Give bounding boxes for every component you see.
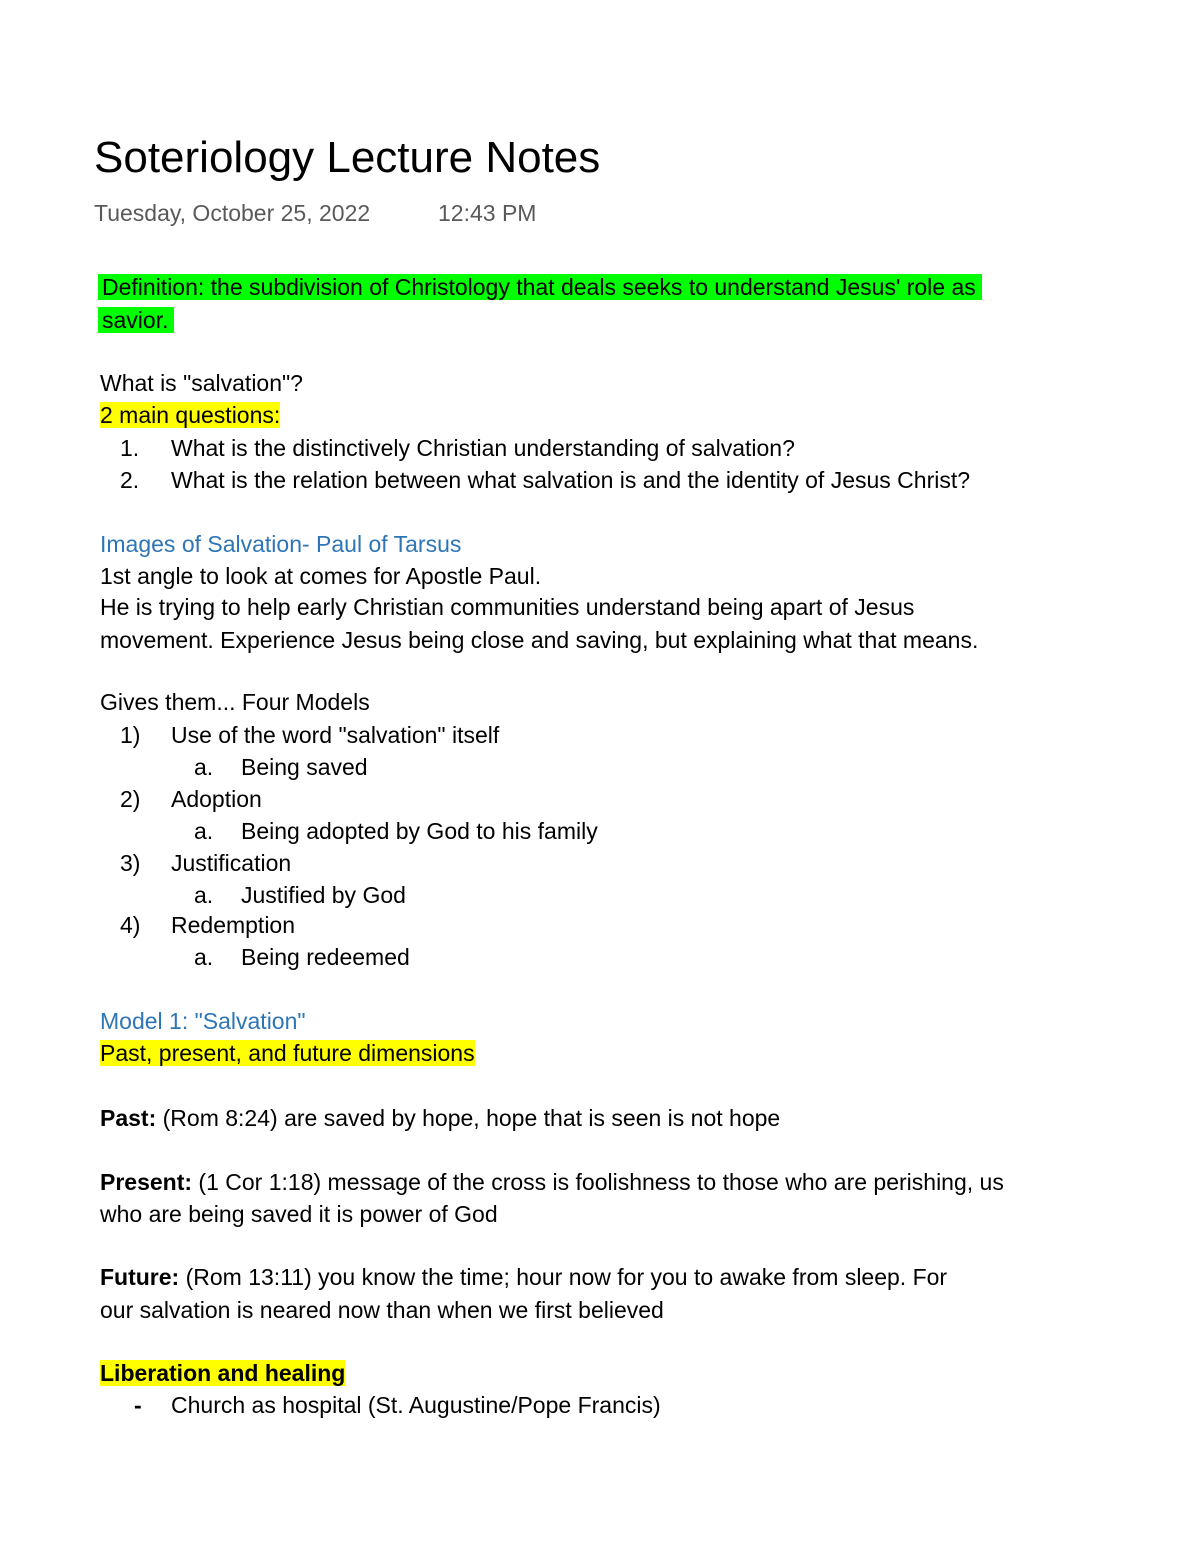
present-label: Present: bbox=[100, 1169, 193, 1195]
model-sub-marker: a. bbox=[194, 754, 214, 780]
model1-subheading-text: Past, present, and future dimensions bbox=[100, 1040, 475, 1066]
model-sub-item: Justified by God bbox=[241, 882, 406, 908]
future-text-2: our salvation is neared now than when we first believed bbox=[100, 1297, 664, 1323]
model-marker: 2) bbox=[120, 786, 141, 812]
liberation-heading bbox=[100, 1357, 345, 1389]
past-paragraph bbox=[100, 1102, 780, 1134]
models-intro: Gives them... Four Models bbox=[100, 689, 370, 715]
present-paragraph-line-1 bbox=[100, 1166, 1004, 1198]
model-sub-item: Being saved bbox=[241, 754, 368, 780]
note-time: 12:43 PM bbox=[438, 200, 537, 226]
model-marker: 1) bbox=[120, 722, 141, 748]
definition-block bbox=[98, 271, 1018, 337]
liberation-heading-text: Liberation and healing bbox=[100, 1360, 346, 1386]
present-text-2: who are being saved it is power of God bbox=[100, 1201, 498, 1227]
model-item: Redemption bbox=[171, 912, 296, 938]
model-sub-marker: a. bbox=[194, 882, 214, 908]
future-paragraph-line-1 bbox=[100, 1261, 947, 1293]
future-label: Future: bbox=[100, 1264, 180, 1290]
question-item: What is the relation between what salvation is and the identity of Jesus Christ? bbox=[171, 467, 971, 493]
model-sub-marker: a. bbox=[194, 944, 214, 970]
section-heading-model1: Model 1: "Salvation" bbox=[100, 1008, 306, 1034]
future-text-1: (Rom 13:11) you know the time; hour now for you to awake from sleep. For bbox=[179, 1264, 948, 1290]
main-questions-heading-text: 2 main questions: bbox=[100, 402, 281, 428]
section1-line-1: 1st angle to look at comes for Apostle Paul. bbox=[100, 563, 542, 589]
model1-subheading bbox=[100, 1037, 475, 1069]
past-text: (Rom 8:24) are saved by hope, hope that is seen is not hope bbox=[156, 1105, 781, 1131]
liberation-bullet: Church as hospital (St. Augustine/Pope Francis) bbox=[171, 1392, 661, 1418]
model-marker: 3) bbox=[120, 850, 141, 876]
section-heading-images: Images of Salvation- Paul of Tarsus bbox=[100, 531, 462, 557]
question-intro: What is "salvation"? bbox=[100, 370, 303, 396]
model-item: Justification bbox=[171, 850, 292, 876]
model-sub-item: Being adopted by God to his family bbox=[241, 818, 598, 844]
past-label: Past: bbox=[100, 1105, 157, 1131]
bullet-marker: - bbox=[134, 1392, 142, 1418]
model-marker: 4) bbox=[120, 912, 141, 938]
definition-line-2: savior. bbox=[98, 307, 174, 333]
model-item: Use of the word "salvation" itself bbox=[171, 722, 500, 748]
question-marker: 2. bbox=[120, 467, 140, 493]
present-text-1: (1 Cor 1:18) message of the cross is foolishness to those who are perishing, us bbox=[192, 1169, 1004, 1195]
page-title: Soteriology Lecture Notes bbox=[94, 133, 601, 182]
model-sub-item: Being redeemed bbox=[241, 944, 410, 970]
question-item: What is the distinctively Christian understanding of salvation? bbox=[171, 435, 795, 461]
section1-line-3: movement. Experience Jesus being close and saving, but explaining what that means. bbox=[100, 627, 979, 653]
main-questions-heading bbox=[100, 399, 280, 431]
definition-line-1: Definition: the subdivision of Christology that deals seeks to understand Jesus' role as bbox=[98, 274, 982, 300]
section1-line-2: He is trying to help early Christian communities understand being apart of Jesus bbox=[100, 594, 915, 620]
question-marker: 1. bbox=[120, 435, 140, 461]
model-item: Adoption bbox=[171, 786, 262, 812]
model-sub-marker: a. bbox=[194, 818, 214, 844]
note-date: Tuesday, October 25, 2022 bbox=[94, 200, 371, 226]
